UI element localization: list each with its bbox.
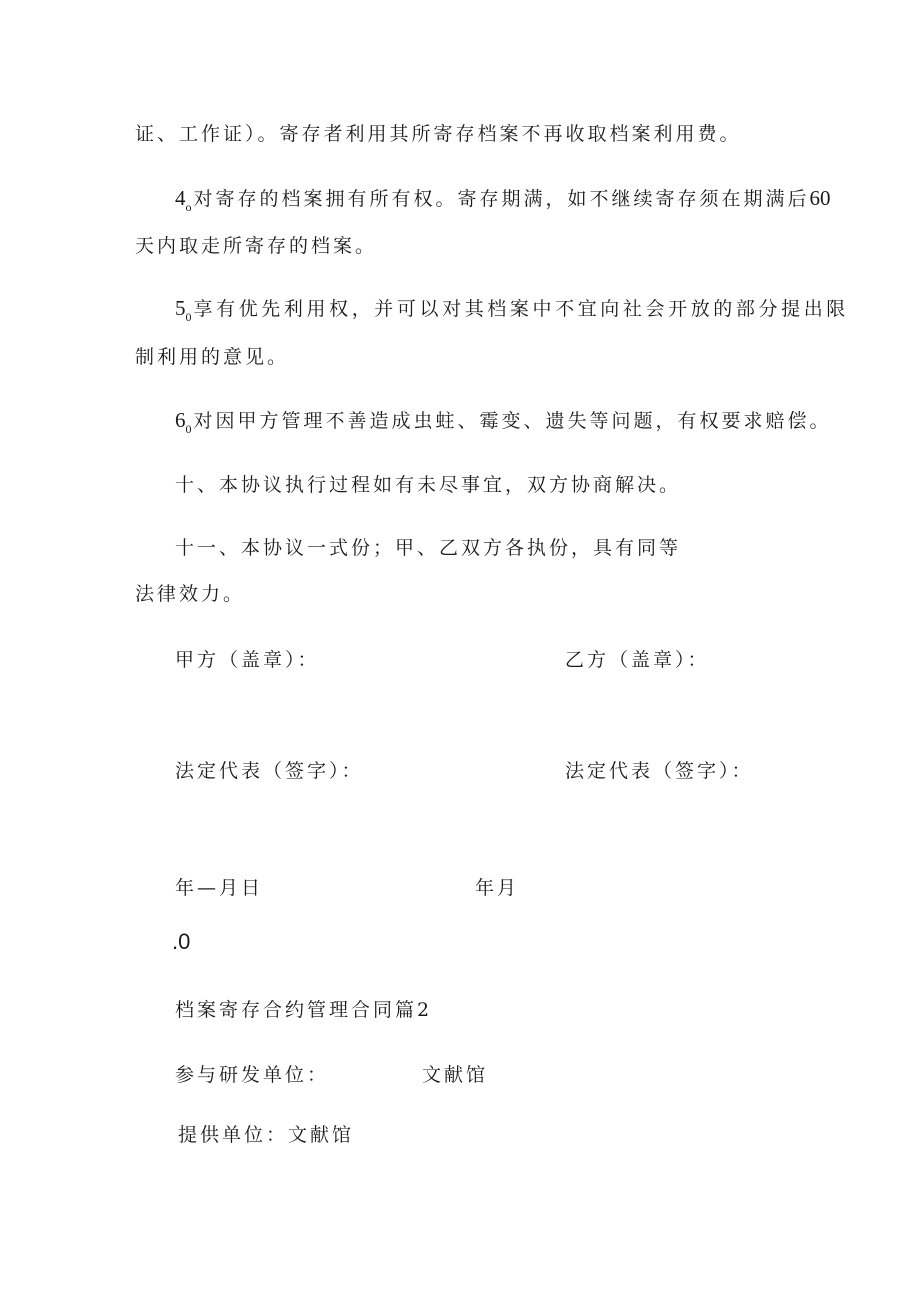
provider-unit: 提供单位：文献馆	[178, 1124, 355, 1146]
item-number: 5	[175, 296, 186, 320]
clause-10	[175, 473, 681, 497]
item-5-line-2	[135, 345, 289, 369]
stray-mark: .0	[172, 929, 191, 954]
item-text: 天内取走所寄存的档案。	[135, 235, 378, 257]
party-b-seal-label: 乙方（盖章）：	[565, 649, 710, 671]
paragraph-line	[135, 122, 742, 146]
item-text: 对因甲方管理不善造成虫蛀、霉变、遗失等问题，有权要求赔偿。	[193, 410, 832, 432]
item-text: 制利用的意见。	[135, 346, 290, 368]
item-4-line-1	[175, 186, 831, 213]
item-4-line-2	[135, 234, 377, 258]
participant-unit-value: 文献馆	[422, 1064, 489, 1086]
clause-11-line-1	[175, 536, 681, 560]
item-number-suffix: 0	[185, 310, 192, 324]
participant-unit-label: 参与研发单位：	[175, 1064, 330, 1086]
days-number: 60	[809, 186, 831, 210]
clause-text: 法律效力。	[135, 583, 246, 605]
item-6-line-1	[175, 408, 832, 435]
paragraph-text: 证、工作证）。寄存者利用其所寄存档案不再收取档案利用费。	[135, 123, 742, 145]
party-a-date-label: 年—月日	[175, 877, 264, 899]
clause-text: 十、本协议执行过程如有未尽事宜，双方协商解决。	[175, 474, 682, 496]
clause-text: 十一、本协议一式份；甲、乙双方各执份，具有同等	[175, 537, 682, 559]
clause-11-line-2	[135, 582, 245, 606]
item-5-line-1	[175, 296, 849, 323]
item-number: 6	[175, 408, 186, 432]
item-number-suffix: o	[185, 200, 192, 214]
item-number-suffix: 0	[185, 422, 192, 436]
item-number: 4	[175, 186, 186, 210]
party-a-representative-label: 法定代表（签字）：	[175, 760, 364, 782]
section-2-title: 档案寄存合约管理合同篇2	[175, 999, 433, 1021]
party-b-date-label: 年月	[475, 877, 520, 899]
item-text: 对寄存的档案拥有所有权。寄存期满，如不继续寄存须在期满后	[193, 188, 810, 210]
item-text: 享有优先利用权，并可以对其档案中不宜向社会开放的部分提出限	[193, 298, 849, 320]
party-a-seal-label: 甲方（盖章）：	[175, 649, 320, 671]
party-b-representative-label: 法定代表（签字）：	[565, 760, 754, 782]
